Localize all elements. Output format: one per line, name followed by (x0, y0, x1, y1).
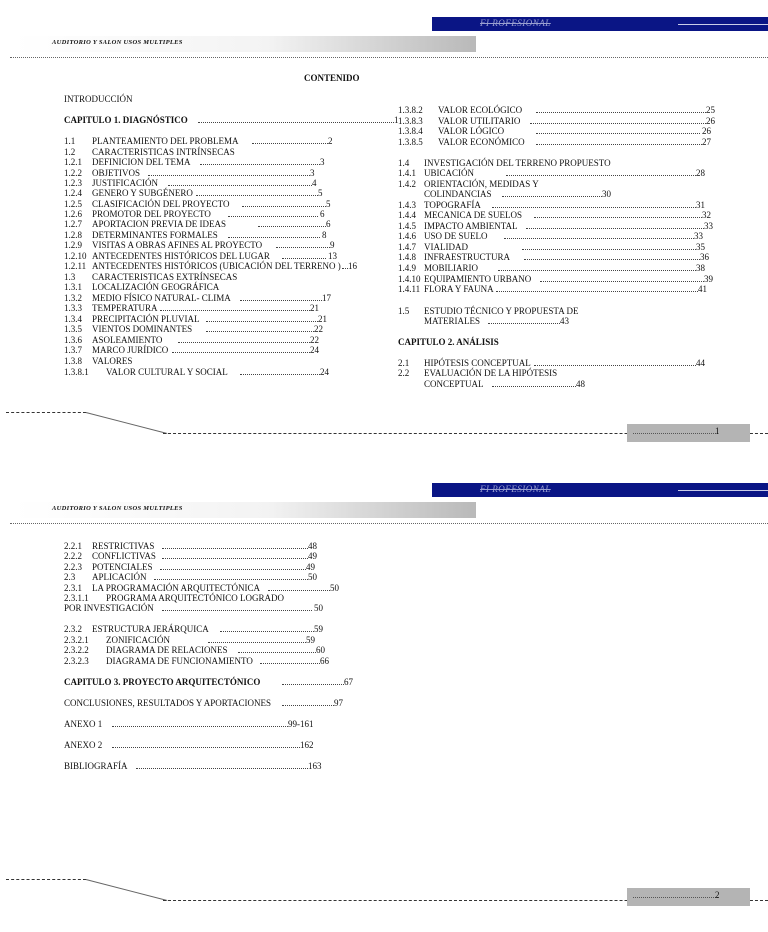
toc-entry-number: 1.4.2 (398, 179, 416, 189)
toc-entry-number: 1.3.7 (64, 345, 82, 355)
toc-entry-title: JUSTIFICACIÓN (92, 178, 159, 188)
toc-entry-number: 1.4.3 (398, 200, 416, 210)
toc-entry-page: 4 (312, 178, 317, 188)
toc-leader (488, 323, 560, 324)
toc-entry-number: 1.2.8 (64, 230, 82, 240)
toc-entry-page: 39 (704, 274, 713, 284)
toc-entry-number: 1.4.11 (398, 284, 421, 294)
toc-leader (178, 342, 310, 343)
toc-leader (198, 122, 394, 123)
toc-leader (534, 365, 696, 366)
toc-leader (492, 386, 576, 387)
toc-leader (136, 768, 308, 769)
toc-entry-page: 31 (696, 200, 705, 210)
toc-entry-title: CARACTERISTICAS INTRÍNSECAS (92, 147, 235, 157)
toc-entry-title: MATERIALES (424, 316, 480, 326)
toc-entry-title: MECANICA DE SUELOS (424, 210, 523, 220)
header-band (14, 36, 476, 52)
toc-leader (536, 112, 706, 113)
toc-entry-title: INVESTIGACIÓN DEL TERRENO PROPUESTO (424, 158, 611, 168)
toc-leader (162, 548, 308, 549)
toc-entry-page: 162 (300, 740, 314, 750)
toc-entry-number: 1.4.7 (398, 242, 416, 252)
toc-entry-title: UBICACIÓN (424, 168, 475, 178)
toc-entry-number: 2.2.3 (64, 562, 82, 572)
toc-entry-page: 1 (394, 115, 399, 125)
toc-leader (536, 133, 700, 134)
banner-line (678, 490, 768, 491)
toc-entry-number: 1.4.8 (398, 252, 416, 262)
toc-entry-number: 1.3.8.1 (64, 367, 89, 377)
toc-leader (530, 123, 706, 124)
toc-entry-page: 33 (694, 231, 703, 241)
toc-entry-title: ESTRUCTURA JERÁRQUICA (92, 624, 209, 634)
header-divider (10, 57, 768, 58)
contents-title: CONTENIDO (304, 73, 360, 83)
toc-entry-title: ESTUDIO TÉCNICO Y PROPUESTA DE (424, 306, 579, 316)
toc-leader (492, 207, 696, 208)
toc-entry-page: 22 (310, 335, 319, 345)
toc-leader (498, 270, 696, 271)
toc-entry-page: 99-161 (288, 719, 314, 729)
toc-leader (282, 258, 326, 259)
toc-entry-title: CAPITULO 2. ANÁLISIS (398, 337, 499, 347)
toc-entry-number: 1.2.5 (64, 199, 82, 209)
toc-entry-page: 26 (702, 126, 711, 136)
toc-entry-number: 1.3.8.5 (398, 137, 423, 147)
footer-dash-left (6, 879, 86, 880)
toc-entry-page: 6 (320, 209, 325, 219)
toc-leader (148, 175, 310, 176)
toc-entry-title: ANTECEDENTES HISTÓRICOS DEL LUGAR (92, 251, 270, 261)
banner-text: FI ROFESIONAL (480, 484, 551, 494)
toc-leader (260, 663, 320, 664)
toc-entry-page: 21 (310, 303, 319, 313)
toc-leader (208, 642, 306, 643)
toc-entry-title: PLANTEAMIENTO DEL PROBLEMA (92, 136, 239, 146)
toc-entry-title: ANEXO 2 (64, 740, 103, 750)
toc-entry-title: INFRAESTRUCTURA (424, 252, 511, 262)
toc-entry-title: LOCALIZACIÓN GEOGRÁFICA (92, 282, 220, 292)
toc-entry-number: 1.1 (64, 136, 76, 146)
toc-leader (154, 579, 308, 580)
toc-entry-page: 38 (696, 263, 705, 273)
toc-entry-title: EQUIPAMIENTO URBANO (424, 274, 532, 284)
toc-entry-number: 1.3.3 (64, 303, 82, 313)
toc-entry-page: 50 (314, 603, 323, 613)
toc-entry-page: 16 (348, 261, 357, 271)
toc-entry-page: 48 (308, 541, 317, 551)
toc-entry-number: 1.3 (64, 272, 76, 282)
toc-entry-number: 2.3.1 (64, 583, 82, 593)
toc-entry-title: EVALUACIÓN DE LA HIPÓTESIS (424, 368, 558, 378)
toc-leader (196, 195, 318, 196)
toc-entry-page: 5 (326, 199, 331, 209)
toc-entry-title: OBJETIVOS (92, 168, 141, 178)
toc-entry-title: DETERMINANTES FORMALES (92, 230, 218, 240)
toc-entry-title: FLORA Y FAUNA (424, 284, 494, 294)
toc-entry-page: 36 (700, 252, 709, 262)
toc-entry-page: 28 (696, 168, 705, 178)
toc-entry-number: 2.3.2 (64, 624, 82, 634)
toc-entry-number: 2.3.2.2 (64, 645, 89, 655)
toc-leader (268, 590, 330, 591)
toc-entry-number: 2.3 (64, 572, 76, 582)
toc-leader (282, 684, 344, 685)
toc-leader (242, 206, 326, 207)
toc-entry-page: 44 (696, 358, 705, 368)
toc-leader (160, 310, 310, 311)
toc-entry-page: 48 (576, 379, 585, 389)
toc-leader (506, 175, 696, 176)
toc-entry-title: MEDIO FÍSICO NATURAL- CLIMA (92, 293, 231, 303)
toc-entry-title: PROMOTOR DEL PROYECTO (92, 209, 211, 219)
toc-entry-title: VISITAS A OBRAS AFINES AL PROYECTO (92, 240, 263, 250)
toc-entry-title: VALOR CULTURAL Y SOCIAL (106, 367, 228, 377)
footer-dots (633, 897, 718, 898)
toc-entry-number: 2.3.2.3 (64, 656, 89, 666)
toc-entry-number: 1.2 (64, 147, 76, 157)
toc-entry-page: 9 (330, 240, 335, 250)
toc-entry-number: 2.1 (398, 358, 410, 368)
toc-entry-title: CARACTERISTICAS EXTRÍNSECAS (92, 272, 238, 282)
toc-entry-number: 1.4 (398, 158, 410, 168)
toc-entry-title: IMPACTO AMBIENTAL (424, 221, 518, 231)
toc-entry-page: 59 (306, 635, 315, 645)
toc-entry-page: 3 (310, 168, 315, 178)
toc-entry-title: VIENTOS DOMINANTES (92, 324, 193, 334)
toc-entry-number: 1.2.2 (64, 168, 82, 178)
toc-leader (522, 249, 696, 250)
toc-entry-title: VALOR LÓGICO (438, 126, 505, 136)
toc-entry-number: 1.4.4 (398, 210, 416, 220)
toc-entry-number: 1.4.1 (398, 168, 416, 178)
header-divider (10, 523, 768, 524)
footer-diagonal (86, 879, 168, 901)
page-number: 2 (715, 890, 720, 900)
toc-leader (220, 631, 314, 632)
toc-entry-page: 59 (314, 624, 323, 634)
toc-entry-title: ANTECEDENTES HISTÓRICOS (UBICACIÓN DEL TERRENO ) (92, 261, 341, 271)
toc-entry-number: 2.2.2 (64, 551, 82, 561)
toc-entry-number: 1.3.8 (64, 356, 82, 366)
toc-entry-title: TEMPERATURA (92, 303, 158, 313)
toc-leader (200, 164, 320, 165)
toc-entry-number: 2.2.1 (64, 541, 82, 551)
toc-leader (502, 196, 602, 197)
toc-leader (276, 247, 330, 248)
toc-entry-page: 2 (328, 136, 333, 146)
toc-leader (228, 216, 318, 217)
toc-entry-title: TOPOGRAFÍA (424, 200, 481, 210)
toc-entry-page: 24 (310, 345, 319, 355)
banner-bar (432, 483, 768, 497)
page-number-box (627, 888, 750, 906)
toc-leader (206, 331, 314, 332)
toc-entry-page: 50 (308, 572, 317, 582)
toc-entry-title: ASOLEAMIENTO (92, 335, 163, 345)
toc-leader (162, 558, 308, 559)
toc-entry-page: 49 (306, 562, 315, 572)
toc-entry-title: VALOR ECOLÓGICO (438, 105, 523, 115)
toc-entry-number: 1.5 (398, 306, 410, 316)
toc-entry-page: 163 (308, 761, 322, 771)
toc-entry-title: APLICACIÓN (92, 572, 147, 582)
toc-entry-page: 5 (318, 188, 323, 198)
banner-bar (432, 17, 768, 31)
toc-leader (282, 705, 334, 706)
toc-leader (252, 143, 328, 144)
toc-entry-number: 1.2.11 (64, 261, 87, 271)
toc-entry-title: PRECIPITACIÓN PLUVIAL (92, 314, 200, 324)
toc-entry-title: DIAGRAMA DE RELACIONES (106, 645, 228, 655)
toc-entry-page: 21 (318, 314, 327, 324)
toc-entry-title: POTENCIALES (92, 562, 153, 572)
toc-leader (534, 217, 702, 218)
toc-entry-page: 17 (322, 293, 331, 303)
toc-entry-number: 1.3.5 (64, 324, 82, 334)
toc-entry-title: CONFLICTIVAS (92, 551, 156, 561)
toc-entry-page: 50 (330, 583, 339, 593)
toc-entry-title: USO DE SUELO (424, 231, 488, 241)
toc-entry-number: 1.3.8.3 (398, 116, 423, 126)
toc-leader (162, 610, 312, 611)
toc-entry-number: 1.2.10 (64, 251, 87, 261)
toc-entry-number: 1.2.9 (64, 240, 82, 250)
toc-leader (240, 374, 320, 375)
toc-entry-number: 1.2.4 (64, 188, 82, 198)
toc-leader (168, 185, 312, 186)
toc-entry-title: MOBILIARIO (424, 263, 478, 273)
toc-entry-title: POR INVESTIGACIÓN (64, 603, 154, 613)
toc-entry-page: 49 (308, 551, 317, 561)
footer-dash-left (6, 412, 86, 413)
toc-entry-title: ORIENTACIÓN, MEDIDAS Y (424, 179, 539, 189)
banner-line (678, 24, 768, 25)
toc-entry-page: 13 (328, 251, 337, 261)
toc-entry-number: 1.3.8.2 (398, 105, 423, 115)
toc-entry-page: 26 (706, 116, 715, 126)
toc-leader (228, 237, 320, 238)
toc-entry-title: ZONIFICACIÓN (106, 635, 170, 645)
toc-entry-number: 1.3.6 (64, 335, 82, 345)
toc-entry-page: 30 (602, 189, 611, 199)
footer-dots (633, 433, 718, 434)
toc-entry-number: 1.3.1 (64, 282, 82, 292)
toc-leader (504, 238, 694, 239)
toc-entry-title: CAPITULO 1. DIAGNÓSTICO (64, 115, 188, 125)
toc-leader (524, 259, 700, 260)
toc-entry-page: 25 (706, 105, 715, 115)
toc-entry-title: LA PROGRAMACIÓN ARQUITECTÓNICA (92, 583, 261, 593)
toc-leader (112, 747, 300, 748)
toc-entry-page: 97 (334, 698, 343, 708)
toc-leader (238, 652, 316, 653)
toc-entry-page: 60 (316, 645, 325, 655)
toc-entry-page: 6 (326, 219, 331, 229)
toc-entry-title: DEFINICION DEL TEMA (92, 157, 191, 167)
toc-leader (172, 352, 310, 353)
toc-entry-title: CONCEPTUAL (424, 379, 484, 389)
toc-entry-page: 3 (320, 157, 325, 167)
toc-entry-title: CLASIFICACIÓN DEL PROYECTO (92, 199, 230, 209)
toc-entry-title: VALOR UTILITARIO (438, 116, 521, 126)
toc-leader (526, 228, 704, 229)
toc-leader (540, 281, 704, 282)
toc-entry-number: 1.4.10 (398, 274, 421, 284)
toc-entry-title: BIBLIOGRAFÍA (64, 761, 128, 771)
toc-leader (112, 726, 288, 727)
toc-entry-number: 1.2.3 (64, 178, 82, 188)
toc-entry-page: 66 (320, 656, 329, 666)
toc-entry-page: 24 (320, 367, 329, 377)
header-band (14, 502, 476, 518)
document-page-2 (0, 466, 768, 932)
banner-text: FI ROFESIONAL (480, 18, 551, 28)
toc-entry-page: 33 (704, 221, 713, 231)
toc-entry-title: DIAGRAMA DE FUNCIONAMIENTO (106, 656, 253, 666)
toc-entry-title: ANEXO 1 (64, 719, 103, 729)
header-title: AUDITORIO Y SALON USOS MULTIPLES (52, 39, 183, 46)
toc-leader (258, 226, 326, 227)
page-number-box (627, 424, 750, 442)
toc-entry-title: INTRODUCCIÓN (64, 94, 133, 104)
toc-entry-number: 1.4.5 (398, 221, 416, 231)
toc-leader (536, 144, 702, 145)
toc-leader (496, 291, 698, 292)
toc-entry-number: 1.3.2 (64, 293, 82, 303)
toc-entry-title: VALORES (92, 356, 133, 366)
toc-entry-number: 1.2.6 (64, 209, 82, 219)
page-number: 1 (715, 426, 720, 436)
toc-entry-page: 27 (702, 137, 711, 147)
toc-entry-title: VIALIDAD (424, 242, 468, 252)
toc-entry-title: COLINDANCIAS (424, 189, 492, 199)
toc-entry-number: 2.2 (398, 368, 410, 378)
toc-entry-title: VALOR ECONÓMICO (438, 137, 525, 147)
toc-entry-title: CAPITULO 3. PROYECTO ARQUITECTÓNICO (64, 677, 261, 687)
toc-entry-number: 1.4.6 (398, 231, 416, 241)
toc-entry-number: 2.3.1.1 (64, 593, 89, 603)
toc-leader (160, 569, 306, 570)
toc-entry-title: MARCO JURÍDICO (92, 345, 169, 355)
footer-diagonal (86, 412, 168, 434)
toc-entry-title: CONCLUSIONES, RESULTADOS Y APORTACIONES (64, 698, 272, 708)
toc-entry-page: 22 (314, 324, 323, 334)
toc-entry-title: PROGRAMA ARQUITECTÓNICO LOGRADO (106, 593, 285, 603)
toc-entry-number: 2.3.2.1 (64, 635, 89, 645)
toc-entry-number: 1.3.8.4 (398, 126, 423, 136)
toc-entry-title: GENERO Y SUBGÉNERO (92, 188, 193, 198)
toc-leader (240, 300, 322, 301)
toc-entry-title: RESTRICTIVAS (92, 541, 155, 551)
toc-leader (206, 321, 318, 322)
toc-entry-page: 35 (696, 242, 705, 252)
toc-entry-title: APORTACION PREVIA DE IDEAS (92, 219, 226, 229)
header-title: AUDITORIO Y SALON USOS MULTIPLES (52, 505, 183, 512)
toc-entry-number: 1.2.1 (64, 157, 82, 167)
toc-entry-number: 1.3.4 (64, 314, 82, 324)
toc-entry-number: 1.4.9 (398, 263, 416, 273)
toc-entry-title: HIPÓTESIS CONCEPTUAL (424, 358, 531, 368)
toc-entry-page: 41 (698, 284, 707, 294)
toc-entry-page: 8 (322, 230, 327, 240)
toc-entry-number: 1.2.7 (64, 219, 82, 229)
toc-entry-page: 32 (702, 210, 711, 220)
toc-entry-page: 43 (560, 316, 569, 326)
toc-entry-page: 67 (344, 677, 353, 687)
